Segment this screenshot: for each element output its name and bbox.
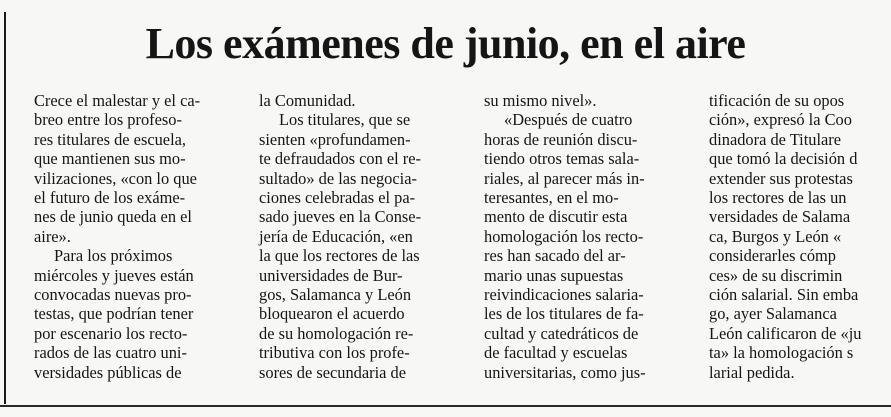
text-line: ca, Burgos y León « <box>709 226 842 246</box>
text-line: go, ayer Salamanca <box>709 304 837 324</box>
headline: Los exámenes de junio, en el aire <box>145 19 746 68</box>
text-line: mario unas supuestas <box>484 265 624 285</box>
text-line: que tomó la decisión d <box>709 149 858 169</box>
text-line: sores de secundaria de <box>259 362 406 382</box>
text-line: la que los rectores de las <box>259 246 420 266</box>
text-line: sultado» de las negocia- <box>259 168 417 188</box>
text-line: ción», expresó la Coo <box>709 110 852 130</box>
text-line: teresantes, en el mo- <box>484 188 619 208</box>
text-line: ces» de su discrimin <box>709 265 843 285</box>
text-line: mento de discutir esta <box>484 207 628 227</box>
text-line: rados de las cuatro uni- <box>34 343 187 363</box>
text-line: riales, al parecer más in- <box>484 168 645 188</box>
text-line: horas de reunión discu- <box>484 129 638 149</box>
text-line: «Después de cuatro <box>504 110 633 130</box>
text-line: Los titulares, que se <box>279 110 411 130</box>
article-column-1 <box>34 91 226 382</box>
text-line: que mantienen sus mo- <box>34 149 186 169</box>
text-line: larial pedida. <box>709 362 795 382</box>
text-line: ciones celebradas el pa- <box>259 188 416 208</box>
bottom-rule <box>0 405 891 407</box>
text-line: breo entre los profeso- <box>34 110 182 130</box>
text-line: te defraudados con el re- <box>259 149 422 169</box>
text-line: miércoles y jueves están <box>34 265 194 285</box>
text-line: León calificaron de «ju <box>709 323 862 343</box>
text-line: tributiva con los profe- <box>259 343 410 363</box>
text-line: de facultad y escuelas <box>484 343 628 363</box>
text-line: ción salarial. Sin emba <box>709 285 859 305</box>
text-line: vilizaciones, «con lo que <box>34 168 197 188</box>
text-line: de su homologación re- <box>259 323 414 343</box>
text-line: aire». <box>34 226 71 246</box>
text-line: extender sus protestas <box>709 168 853 188</box>
text-line: dinadora de Titulare <box>709 129 842 149</box>
text-line: considerarles cómp <box>709 246 836 266</box>
text-line: reivindicaciones salaria- <box>484 285 644 305</box>
text-line: convocadas nuevas pro- <box>34 285 192 305</box>
text-line: universitarias, como jus- <box>484 362 646 382</box>
article-column-2 <box>259 91 451 382</box>
text-line: Crece el malestar y el ca- <box>34 91 201 110</box>
text-line: universidades de Bur- <box>259 265 403 285</box>
text-line: Para los próximos <box>54 246 173 266</box>
text-line: versidades públicas de <box>34 362 182 382</box>
text-line: versidades de Salama <box>709 207 851 227</box>
text-line: la Comunidad. <box>259 91 356 110</box>
text-line: gos, Salamanca y León <box>259 285 412 305</box>
article-column-4 <box>709 91 891 382</box>
text-line: ta» la homologación s <box>709 343 854 363</box>
text-line: tificación de su opos <box>709 91 845 110</box>
text-line: bloquearon el acuerdo <box>259 304 405 324</box>
text-line: tiendo otros temas sala- <box>484 149 640 169</box>
text-line: testas, que podrían tener <box>34 304 194 324</box>
text-line: el futuro de los exáme- <box>34 188 186 208</box>
text-line: cultad y catedráticos de <box>484 323 639 343</box>
text-line: su mismo nivel». <box>484 91 597 110</box>
text-line: homologación los recto- <box>484 226 644 246</box>
text-line: jería de Educación, «en <box>259 226 413 246</box>
text-line: nes de junio queda en el <box>34 207 192 227</box>
text-line: sienten «profundamen- <box>259 129 411 149</box>
text-line: les de los titulares de fa- <box>484 304 644 324</box>
text-line: res titulares de escuela, <box>34 129 186 149</box>
article-column-3 <box>484 91 676 382</box>
text-line: por escenario los recto- <box>34 323 188 343</box>
text-line: res han sacado del ar- <box>484 246 626 266</box>
text-line: los rectores de las un <box>709 188 847 208</box>
text-line: sado jueves en la Conse- <box>259 207 422 227</box>
